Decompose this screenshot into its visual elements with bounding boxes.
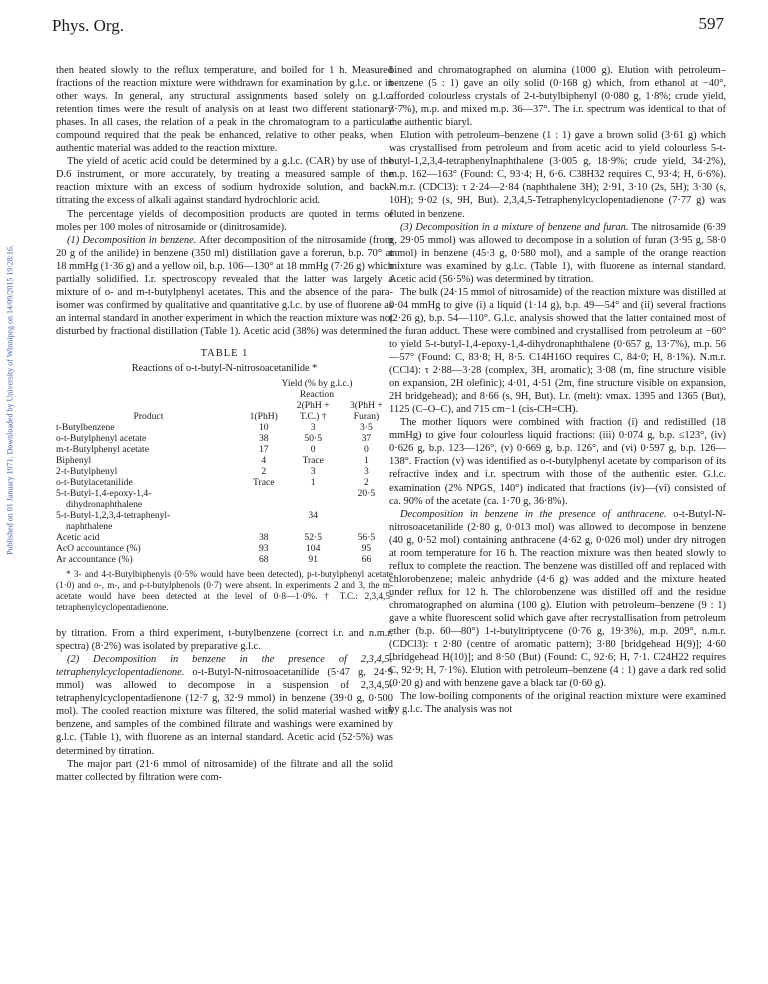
table-row [56,543,393,554]
table-row-continuation [56,521,393,532]
paragraph: The bulk (24·15 mmol of nitrosamide) of the reaction mixture was distilled at 0·04 mmHg to give (i) a liquid (1·14 g), b.p. 49—54° and (ii) several fractions (2·26 g), b.p. 54—110°. G.l.c. analysis showed that the latter contained most of the furan adduct. These were combined and crystallised from petroleum at −60° to yield 5-t-butyl-1,4-epoxy-1,4-dihydronaphthalene (0·657 g, 13·7%), m.p. 56—57° (Found: C, 83·8; H, 8·5. C14H16O requires C, 84·0; H, 8·1%). N.m.r. (CCl4): τ 2·88—3·28 (complex, 3H, aromatic); 3·08 (m, fine structure visible on expansion, 2H olefinic); 4·01, 4·51 (2m, fine structure visible on expansion, 2H bridgehead); and 8·66 (s, 9H, But). I.r. (melt): νmax. 1395 and 1365 (But), 1125 (C–O–C), and 715 cm−1 (cis-CH=CH). [389,286,726,416]
paragraph: Elution with petroleum–benzene (1 : 1) gave a brown solid (3·61 g) which was crystallised from petroleum and from acetic acid to yield colourless 5-t-butyl-1,2,3,4-tetraphenylnaphthalene (3·005 g, 18·9%; crude yield, 34·2%), m.p. 162—163° (Found: C, 93·4; H, 6·6. C38H32 requires C, 93·4; H, 6·6%). N.m.r. (CDCl3): τ 2·24—2·84 (naphthalene 3H); 2·91, 3·10 (2s, 5H); 3·30 (s, 10H); 9·02 (s, 9H, But). 2,3,4,5-Tetraphenylcyclopentadienone (7·77 g) was eluted in benzene. [389,130,726,220]
yield-cell: 17 [258,444,269,456]
col-header: Product [133,411,164,423]
yield-cell: Trace [253,477,275,489]
paragraph: then heated slowly to the reflux temperature, and boiled for 1 h. Measured fractions of the reaction mixture were withdrawn for examination by g.l.c. or in other ways. In general, any structural assignments based solely on g.l.c. retention times were the result of analysis on at least two different stationary phases. In all cases, the relation of a peak in the chromatogram to a particular compound required that the peak be enhanced, relative to other peaks, when authentic material was added to the reaction mixture. [56,65,393,155]
paragraph: The major part (21·6 mmol of nitrosamide) of the filtrate and all the solid matter collected by filtration were com- [56,758,393,783]
paragraph: The yield of acetic acid could be determined by a g.l.c. (CAR) by use of the D.6 instrument, or more accurately, by treating a measured sample of the reaction mixture with an excess of sodium hydroxide solution, and back-titrating the excess of alkali against standard hydrochloric acid. [56,156,393,207]
yield-cell: 95 [361,543,372,555]
paragraph: bined and chromatographed on alumina (1000 g). Elution with petroleum–benzene (5 : 1) gave an oily solid (0·168 g) which, from ethanol at −40°, afforded colourless crystals of 2-t-butylbiphenyl (0·080 g, 1·8%; crude yield, 3·7%), m.p. and mixed m.p. 36—37°. The i.r. spectrum was identical to that of the authentic biaryl. [389,65,726,129]
product-cell: o-t-Butylacetanilide [56,477,133,489]
empty-cell [241,521,287,532]
yield-cell: 3·5 [360,422,373,434]
download-watermark [3,150,17,650]
yield-cell: 52·5 [304,532,322,544]
table-row [56,444,393,455]
yield-cell: 0 [364,444,369,456]
yield-cell: 66 [361,554,372,566]
yield-cell: 2 [261,466,267,478]
yield-cell: 38 [258,433,269,445]
product-cell: 5-t-Butyl-1,4-epoxy-1,4- [56,488,152,500]
yield-cell: 38 [258,532,269,544]
product-cell: o-t-Butylphenyl acetate [56,433,147,445]
yield-cell: 0 [310,444,316,456]
yield-cell: 4 [261,455,267,467]
table-row [56,466,393,477]
yield-cell [241,488,287,499]
table-row-continuation [56,499,393,510]
yield-cell: 3 [310,466,316,478]
product-cell: 2-t-Butylphenyl [56,466,118,478]
table-row [56,422,393,433]
yield-cell: 50·5 [304,433,322,445]
paragraph: The low-boiling components of the original reaction mixture were examined by g.l.c. The analysis was not [389,691,726,716]
empty-cell [241,499,287,510]
reaction-header: Reaction [299,389,334,401]
paragraph: (3) Decomposition in a mixture of benzene and furan. The nitrosamide (6·39 g, 29·05 mmol) was allowed to decompose in a solution of furan (3·95 g, 58·0 mmol) in benzene (45·3 g, 0·580 mol), and a sample of the orange reaction mixture was examined by g.l.c. (Table 1), with fluorene as internal standard. Acetic acid (56·5%) was determined by titration. [389,221,726,285]
empty-cell [340,499,393,510]
running-header: Phys. Org. [52,16,124,35]
table-title: Reactions of o-t-butyl-N-nitrosoacetanilide * [131,363,318,375]
yield-cell: 1 [364,455,369,467]
yield-cell: 3 [364,466,369,478]
yield-cell: 104 [306,543,321,555]
col-header: 1(PhH) [249,411,278,423]
product-cell: m-t-Butylphenyl acetate [56,444,149,456]
table-row [56,433,393,444]
table-row [56,488,393,499]
yield-cell [241,510,287,521]
empty-cell [340,521,393,532]
paragraph: Decomposition in benzene in the presence of anthracene. o-t-Butyl-N-nitrosoacetanilide (2·80 g, 0·013 mol) was allowed to decompose in benzene (40 g, 0·52 mol) containing anthracene (4·62 g, 0·026 mol) under dry nitrogen at room temperature for 16 h. The reaction mixture was then heated slowly to reflux to complete the reaction. The benzene was distilled off and replaced with chlorobenzene; maleic anhydride (4·6 g) was added and the mixture heated under reflux for 12 h. The chlorobenzene was distilled off and the residue chromatographed on alumina (100 g). Elution with petroleum–benzene (9 : 1) gave a white fluorescent solid which gave after recrystallisation from petroleum ether (b.p. 60—80°) 1-t-butyltriptycene (0·76 g, 19·3%), m.p. 209°, n.m.r. (CDCl3): τ 2·80 (centre of aromatic pattern); 3·80 [bridgehead H(9)]; 4·60 [bridgehead H(10)]; and 8·50 (But) (Found: C, 92·6; H, 7·1. C24H22 requires C, 92·9; H, 7·1%). Elution with petroleum–benzene (4 : 1) gave a dark red solid (0·20 g) and with benzene gave a black tar (0·60 g). [389,508,726,690]
paragraph: (1) Decomposition in benzene. After decomposition of the nitrosamide (from 20 g of the anilide) in benzene (350 ml) distillation gave a forerun, b.p. 70° at 18 mmHg (1·36 g) and a yellow oil, b.p. 106—130° at 18 mmHg (7·26 g) which partially solidified. I.r. spectroscopy revealed that the latter was largely a mixture of o- and m-t-butylphenyl acetates. This and the absence of the para-isomer was confirmed by qualitative and quantitative g.l.c. by use of fluorene as an internal standard in another experiment in which the reaction mixture was not disturbed by fractional distillation (Table 1). Acetic acid (38%) was determined [56,234,393,337]
yield-cell: 56·5 [357,532,376,544]
yield-cell: 20·5 [357,488,376,500]
empty-cell [287,499,340,510]
table-row [56,532,393,543]
section-heading: Decomposition in benzene in the presence of anthracene. [400,508,667,520]
table-footnote: * 3- and 4-t-Butylbiphenyls (0·5% would have been detected), p-t-butylphenyl acetate (1·0) and o-, m-, and p-t-butylphenols (0·7) were absent. In experiments 2 and 3, the m-acetate would have been detected at the level of 0·8—1·0%. † T.C.: 2,3,4,5-tetraphenylcyclopentadienone. [56,569,393,613]
col-header: 2(PhH + [296,400,330,412]
yield-cell: 91 [308,554,318,566]
product-cell: Biphenyl [56,455,92,467]
yield-table [56,378,393,565]
table-row [56,510,393,521]
table-row [56,477,393,488]
right-column [389,64,726,716]
table-row [56,455,393,466]
paragraph: (2) Decomposition in benzene in the presence of 2,3,4,5-tetraphenylcyclopentadienone. o-t-Butyl-N-nitrosoacetanilide (5·47 g, 24·9 mmol) was allowed to decompose in a suspension of 2,3,4,5-tetraphenylcyclopentadienone (12·7 g, 32·9 mmol) in benzene (39·0 g, 0·500 mol). The cooled reaction mixture was filtered, the solid material washed with benzene, and samples of the combined filtrate and washings were examined by g.l.c. (Table 1), with fluorene as an internal standard. Acetic acid (52·5%) was determined by titration. [56,654,393,757]
product-cell: Acetic acid [56,532,100,544]
yield-cell: 1 [310,477,316,489]
yield-cell: 93 [258,543,269,555]
product-cell: AcO accountance (%) [56,543,141,555]
yield-cell: 34 [308,510,318,522]
left-column [56,64,393,784]
product-cell: Ar accountance (%) [56,554,133,566]
section-heading: (3) Decomposition in a mixture of benzene and furan. [400,221,629,233]
yield-cell [340,510,393,521]
paragraph: The mother liquors were combined with fraction (i) and redistilled (18 mmHg) to give four colourless liquid fractions: (iii) 0·074 g, b.p. ≤123°, (iv) 0·626 g, b.p. 123—126°, (v) 0·669 g, b.p. 126°, and (vi) 0·597 g, b.p. 126—138°. Fraction (v) was identified as o-t-butylphenyl acetate by comparison of its refractive index and i.r. spectrum with those of the authentic ester. G.l.c. examination (2% NPGS, 140°) indicated that fractions (iv)—(vi) consisted of ca. 90% of the acetate (ca. 1·70 g, 36·8%). [389,417,726,507]
col-header: 3(PhH + [349,400,383,412]
product-cell: 5-t-Butyl-1,2,3,4-tetraphenyl- [56,510,171,522]
section-heading: (2) Decomposition in benzene in the presence of 2,3,4,5-tetraphenylcyclopentadienone. [56,654,393,679]
yield-cell: 68 [258,554,269,566]
table-caption: TABLE 1 [200,347,249,359]
page-number: 597 [698,14,724,33]
yield-cell: 10 [258,422,269,434]
product-cell: dihydronaphthalene [66,499,143,511]
paragraph: by titration. From a third experiment, t-butylbenzene (correct i.r. and n.m.r. spectra) (8·2%) was isolated by preparative g.l.c. [56,628,393,653]
col-header: Furan) [353,411,380,423]
yield-cell: 3 [310,422,316,434]
empty-cell [287,521,340,532]
yield-cell: 2 [364,477,369,489]
paragraph: The percentage yields of decomposition products are quoted in terms of moles per 100 moles of nitrosamide or (dinitrosamide). [56,208,393,233]
section-heading: (1) Decomposition in benzene. [67,234,197,246]
yield-cell: Trace [302,455,324,467]
col-header: T.C.) † [299,411,327,423]
product-cell: t-Butylbenzene [56,422,115,434]
table-row [56,554,393,565]
product-cell: naphthalene [66,521,113,533]
download-watermark-text: Published on 01 January 1971. Downloaded by University of Winnipeg on 14/09/2015 19:28:16. [5,245,15,555]
yield-cell: 37 [361,433,372,445]
yield-cell [287,488,340,499]
yield-header: Yield (% by g.l.c.) [281,378,353,390]
